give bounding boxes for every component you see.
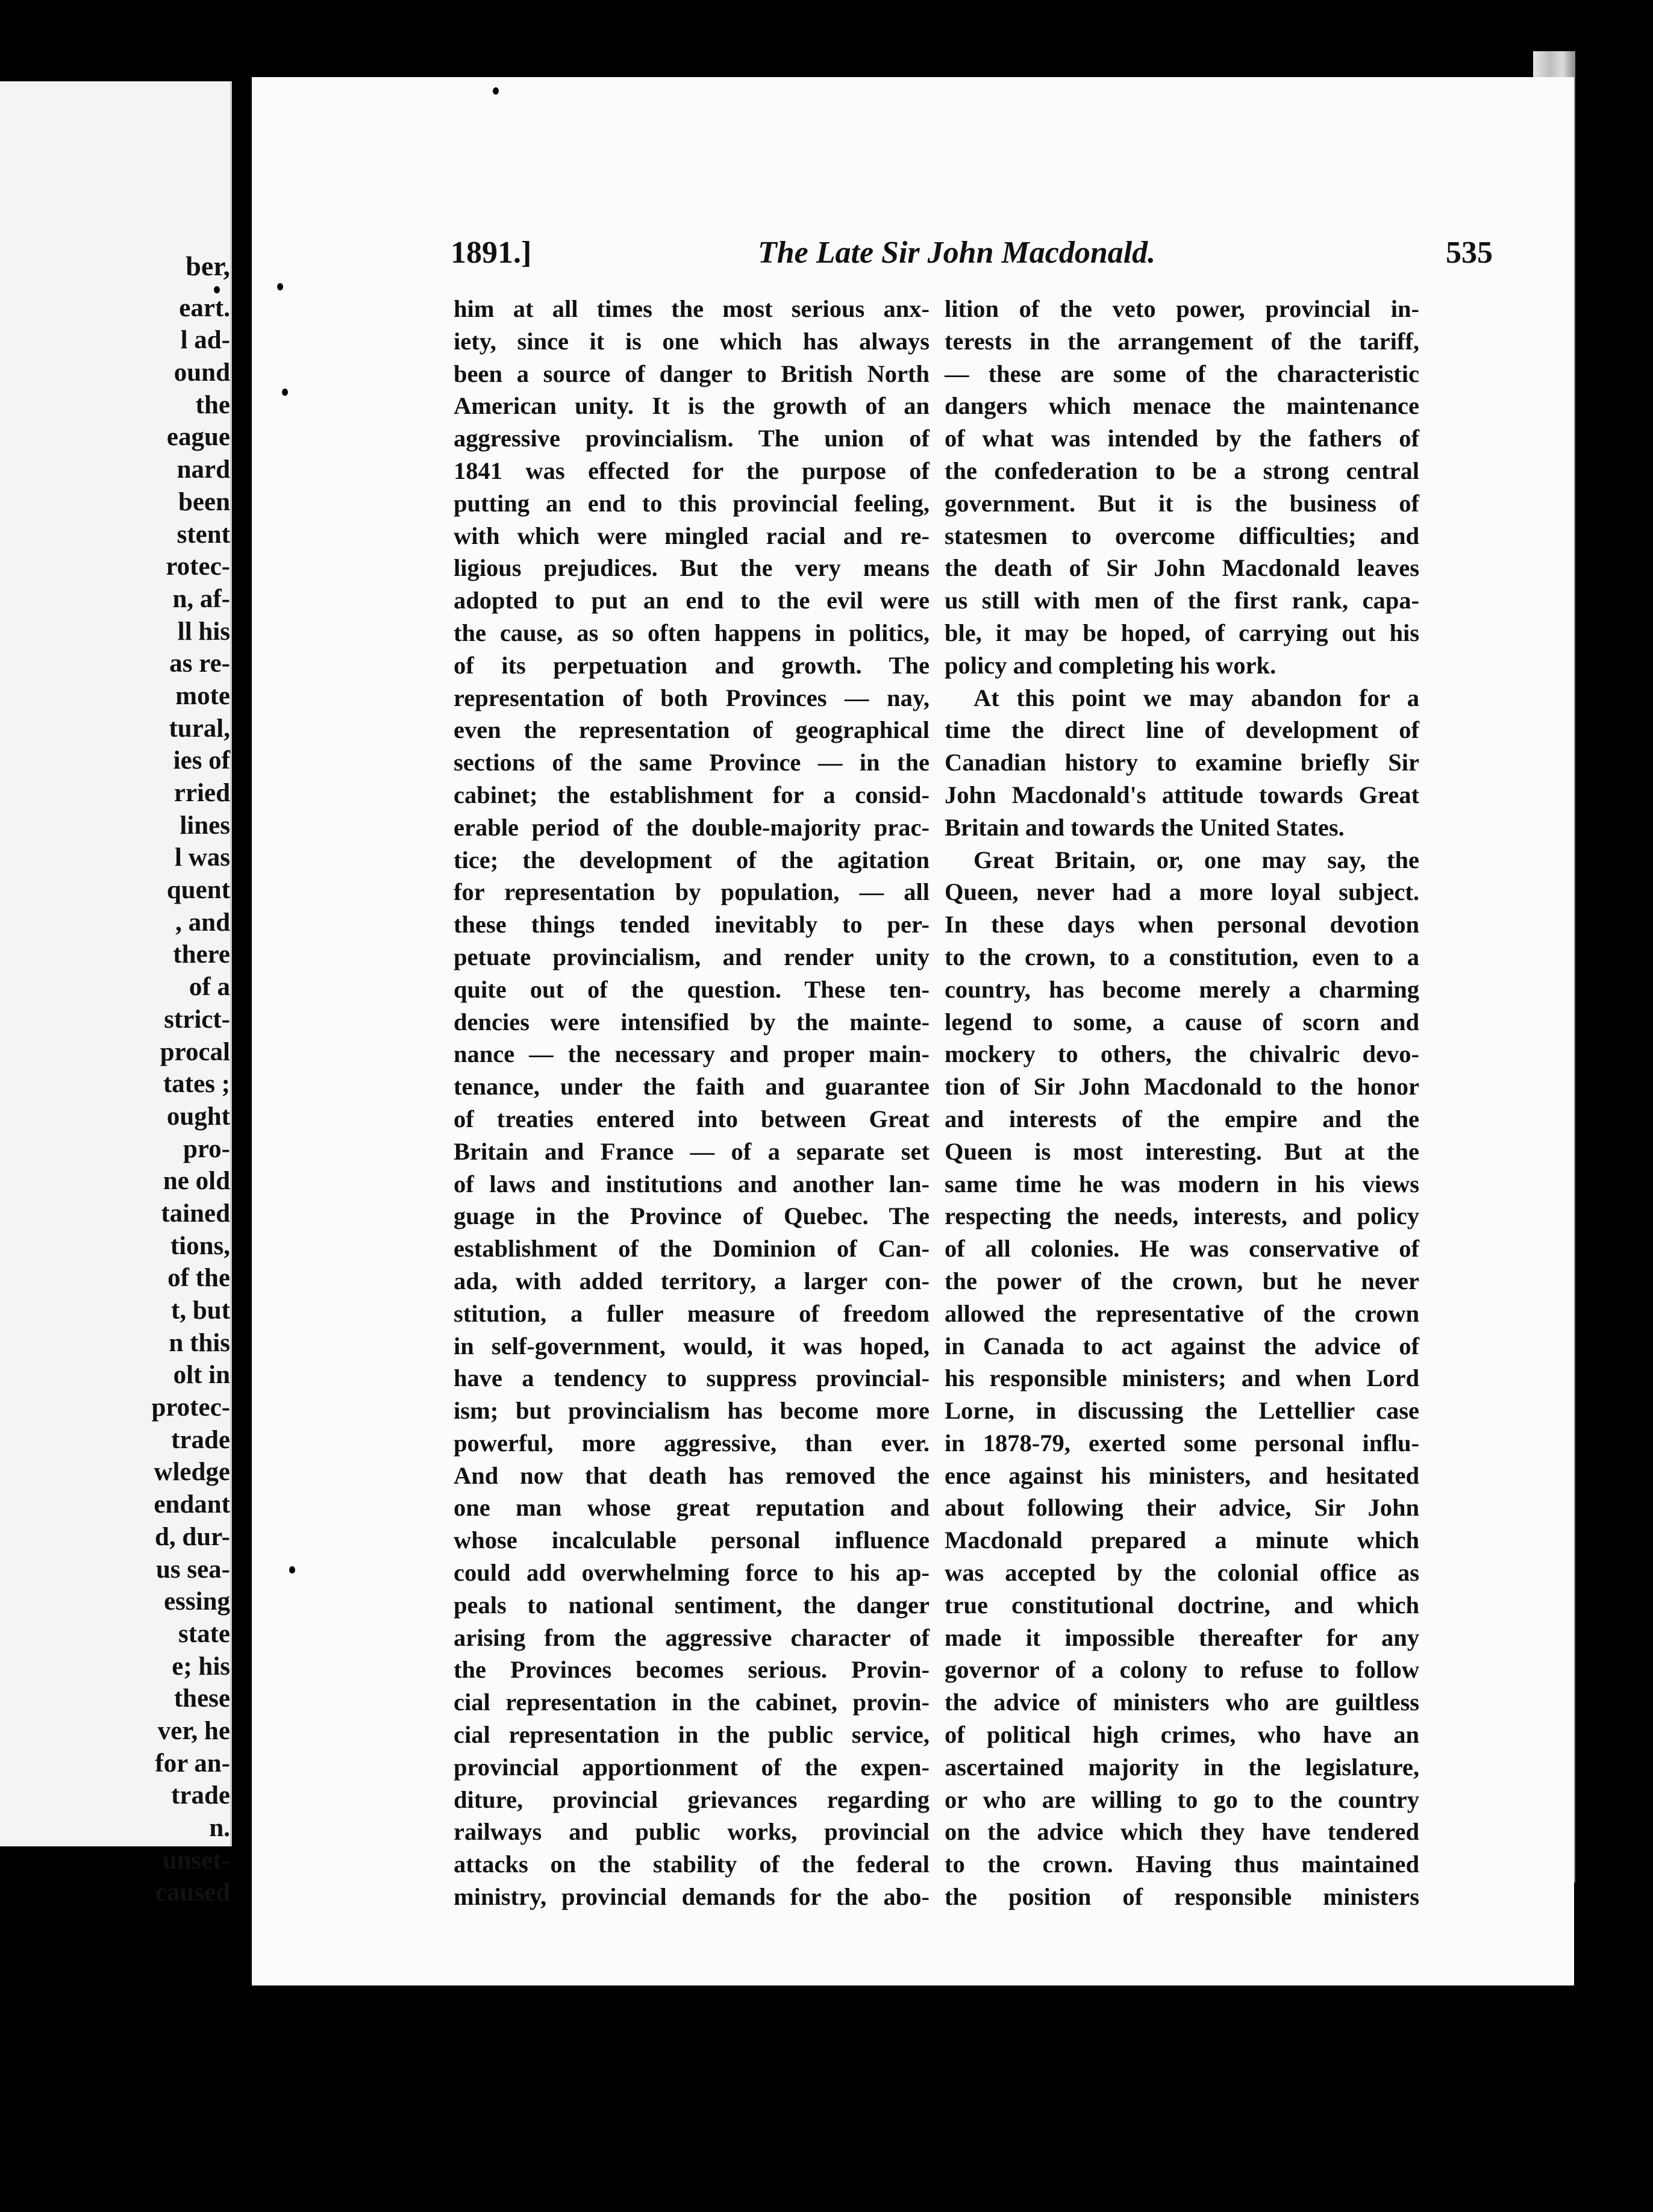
ink-mark (289, 1566, 295, 1573)
text-line: could add overwhelming force to his ap- (454, 1559, 930, 1587)
text-line: in 1878-79, exerted some personal influ- (945, 1429, 1419, 1457)
text-line: powerful, more aggressive, than ever. (454, 1429, 930, 1457)
facing-page-line: of a (189, 973, 230, 1002)
text-line: the position of responsible ministers (945, 1883, 1419, 1911)
text-line: us still with men of the first rank, capa- (945, 587, 1419, 614)
text-line: the confederation to be a strong central (945, 457, 1419, 484)
facing-page-line: tural, (169, 714, 230, 743)
facing-page-line: the (195, 390, 230, 419)
text-line: John Macdonald's attitude towards Great (945, 781, 1419, 808)
facing-page-line: procal (160, 1037, 230, 1066)
ink-mark (493, 87, 499, 95)
text-line: to the crown. Having thus maintained (945, 1851, 1419, 1878)
facing-page-line: protec- (151, 1393, 230, 1422)
text-line: government. But it is the business of (945, 489, 1419, 517)
facing-page-line: olt in (173, 1361, 230, 1390)
text-line: was accepted by the colonial office as (945, 1559, 1419, 1587)
facing-page-line: tions, (170, 1231, 230, 1260)
text-line: adopted to put an end to the evil were (454, 587, 930, 614)
facing-page-line: quent (166, 876, 230, 905)
text-line: on the advice which they have tendered (945, 1818, 1419, 1846)
text-line: cial representation in the cabinet, provin- (454, 1689, 930, 1716)
facing-page-line: for an- (155, 1749, 230, 1778)
text-line: ble, it may be hoped, of carrying out his (945, 619, 1419, 646)
text-line: the cause, as so often happens in politics, (454, 619, 930, 646)
text-line: provincial apportionment of the expen- (454, 1753, 930, 1781)
text-line: the Provinces becomes serious. Provin- (454, 1656, 930, 1684)
text-line: railways and public works, provincial (454, 1818, 930, 1846)
text-line: Queen is most interesting. But at the (945, 1137, 1419, 1165)
text-line: the advice of ministers who are guiltless (945, 1689, 1419, 1716)
text-line: terests in the arrangement of the tariff, (945, 327, 1419, 355)
facing-page-line: stent (177, 520, 230, 549)
facing-page-line: wledge (154, 1458, 230, 1487)
ink-mark (277, 283, 283, 290)
facing-page-line: us sea- (155, 1555, 230, 1584)
text-line: of political high crimes, who have an (945, 1721, 1419, 1749)
text-line: governor of a colony to refuse to follow (945, 1656, 1419, 1684)
text-line: statesmen to overcome difficulties; and (945, 522, 1419, 549)
facing-page-line: of the (167, 1264, 230, 1293)
text-line: time the direct line of development of (945, 716, 1419, 744)
facing-page-line: endant (154, 1490, 230, 1519)
running-head-year: 1891.] (451, 236, 532, 270)
text-line: arising from the aggressive character of (454, 1623, 930, 1651)
facing-page-line: eart. (179, 293, 230, 322)
facing-page-line: eague (166, 423, 230, 452)
text-line: — these are some of the characteristic (945, 360, 1419, 387)
text-line: whose incalculable personal influence (454, 1526, 930, 1554)
text-line: ascertained majority in the legislature, (945, 1753, 1419, 1781)
facing-page-line: these (173, 1684, 230, 1713)
text-line: Queen, never had a more loyal subject. (945, 878, 1419, 906)
text-line: these things tended inevitably to per- (454, 911, 930, 939)
text-line: lition of the veto power, provincial in- (945, 295, 1419, 322)
facing-page-line: essing (164, 1587, 230, 1616)
text-line: mockery to others, the chivalric devo- (945, 1040, 1419, 1068)
text-line: him at all times the most serious anx- (454, 295, 930, 322)
facing-page-line: t, but (171, 1296, 230, 1325)
facing-page-line: caused (155, 1878, 230, 1907)
text-line: cial representation in the public service, (454, 1721, 930, 1749)
text-line: representation of both Provinces — nay, (454, 684, 930, 711)
text-line: American unity. It is the growth of an (454, 392, 930, 420)
text-line: Great Britain, or, one may say, the (973, 846, 1419, 873)
facing-page-line: , and (175, 908, 230, 937)
text-line: of laws and institutions and another lan- (454, 1170, 930, 1198)
facing-page-line: been (178, 487, 230, 516)
text-line: erable period of the double-majority prac- (454, 813, 930, 841)
text-line: his responsible ministers; and when Lord (945, 1364, 1419, 1392)
text-line: dencies were intensified by the mainte- (454, 1008, 930, 1036)
facing-page-line: ies of (173, 746, 230, 775)
facing-page-line: ne old (163, 1167, 230, 1196)
facing-page-line: unset- (162, 1846, 230, 1875)
facing-page-line: tained (161, 1199, 230, 1228)
facing-page-line: n. (209, 1814, 230, 1842)
text-line: even the representation of geographical (454, 716, 930, 744)
text-line: respecting the needs, interests, and policy (945, 1202, 1419, 1230)
text-line: to the crown, to a constitution, even to a (945, 943, 1419, 970)
text-line: policy and completing his work. (945, 651, 1276, 679)
text-line: petuate provincialism, and render unity (454, 943, 930, 970)
text-line: establishment of the Dominion of Can- (454, 1235, 930, 1263)
text-line: country, has become merely a charming (945, 975, 1419, 1003)
text-line: peals to national sentiment, the danger (454, 1591, 930, 1619)
facing-page-line: l ad- (180, 326, 230, 355)
facing-page-line: ound (173, 358, 230, 387)
text-line: or who are willing to go to the country (945, 1786, 1419, 1813)
text-line: putting an end to this provincial feeling, (454, 489, 930, 517)
text-line: tenance, under the faith and guarantee (454, 1073, 930, 1101)
text-line: ligious prejudices. But the very means (454, 554, 930, 582)
text-line: ence against his ministers, and hesitated (945, 1461, 1419, 1489)
text-line: have a tendency to suppress provincial- (454, 1364, 930, 1392)
text-line: attacks on the stability of the federal (454, 1851, 930, 1878)
text-line: true constitutional doctrine, and which (945, 1591, 1419, 1619)
text-line: At this point we may abandon for a (973, 684, 1419, 711)
facing-page-line: as re- (169, 649, 230, 678)
text-line: aggressive provincialism. The union of (454, 425, 930, 452)
facing-page-line: trade (171, 1425, 230, 1454)
text-column-left (454, 293, 930, 1913)
text-line: tion of Sir John Macdonald to the honor (945, 1073, 1419, 1101)
text-line: about following their advice, Sir John (945, 1494, 1419, 1522)
facing-page-line: ll his (177, 617, 230, 646)
text-line: nance — the necessary and proper main- (454, 1040, 930, 1068)
text-line: with which were mingled racial and re- (454, 522, 930, 549)
text-line: guage in the Province of Quebec. The (454, 1202, 930, 1230)
text-line: in Canada to act against the advice of (945, 1332, 1419, 1360)
text-line: the death of Sir John Macdonald leaves (945, 554, 1419, 582)
text-line: the power of the crown, but he never (945, 1267, 1419, 1295)
text-line: stitution, a fuller measure of freedom (454, 1299, 930, 1327)
running-head-title: The Late Sir John Macdonald. (758, 236, 1156, 270)
facing-page-line: lines (180, 811, 230, 840)
text-line: of all colonies. He was conservative of (945, 1235, 1419, 1263)
text-line: dangers which menace the maintenance (945, 392, 1419, 420)
running-head (451, 235, 1493, 283)
text-column-right (945, 293, 1419, 1913)
facing-page-line: tates ; (163, 1070, 230, 1099)
text-line: of its perpetuation and growth. The (454, 651, 930, 679)
text-line: been a source of danger to British North (454, 360, 930, 387)
text-line: same time he was modern in his views (945, 1170, 1419, 1198)
text-line: legend to some, a cause of scorn and (945, 1008, 1419, 1036)
text-line: made it impossible thereafter for any (945, 1623, 1419, 1651)
facing-page-line: n, af- (172, 584, 230, 613)
facing-page-line: rried (173, 779, 230, 807)
text-line: ada, with added territory, a larger con- (454, 1267, 930, 1295)
text-line: of what was intended by the fathers of (945, 425, 1419, 452)
ink-mark (282, 389, 288, 396)
facing-page-line: state (178, 1619, 230, 1648)
text-line: Macdonald prepared a minute which (945, 1526, 1419, 1554)
facing-page-line: d, dur- (154, 1522, 230, 1551)
text-line: sections of the same Province — in the (454, 749, 930, 776)
text-line: Britain and France — of a separate set (454, 1137, 930, 1165)
text-line: iety, since it is one which has always (454, 327, 930, 355)
facing-page-fragment (0, 81, 232, 1907)
facing-page-line: n this (169, 1328, 230, 1357)
facing-page-line: rotec- (166, 552, 230, 581)
text-line: tice; the development of the agitation (454, 846, 930, 873)
text-line: In these days when personal devotion (945, 911, 1419, 939)
facing-page-line: pro- (183, 1134, 230, 1163)
text-line: allowed the representative of the crown (945, 1299, 1419, 1327)
text-line: in self-government, would, it was hoped, (454, 1332, 930, 1360)
text-line: diture, provincial grievances regarding (454, 1786, 930, 1813)
facing-page-line: ber, (186, 251, 230, 281)
text-line: Lorne, in discussing the Lettellier case (945, 1397, 1419, 1425)
text-line: ism; but provincialism has become more (454, 1397, 930, 1425)
text-line: for representation by population, — all (454, 878, 930, 906)
ink-mark (214, 286, 220, 293)
text-line: Canadian history to examine briefly Sir (945, 749, 1419, 776)
page (252, 77, 1574, 1985)
page-number: 535 (1446, 236, 1493, 270)
text-line: 1841 was effected for the purpose of (454, 457, 930, 484)
text-line: of treaties entered into between Great (454, 1105, 930, 1133)
text-line: cabinet; the establishment for a consid- (454, 781, 930, 808)
facing-page-line: nard (177, 455, 230, 484)
facing-page-line: strict- (164, 1005, 230, 1034)
text-line: ministry, provincial demands for the abo- (454, 1883, 930, 1911)
facing-page-line: trade (171, 1781, 230, 1810)
facing-page-line: ver, he (157, 1716, 230, 1745)
facing-page-line: there (173, 940, 230, 969)
facing-page-line: l was (175, 843, 230, 872)
facing-page-line: ought (166, 1102, 230, 1131)
text-line: and interests of the empire and the (945, 1105, 1419, 1133)
facing-page-text (0, 250, 230, 1909)
text-line: quite out of the question. These ten- (454, 975, 930, 1003)
text-line: one man whose great reputation and (454, 1494, 930, 1522)
text-line: And now that death has removed the (454, 1461, 930, 1489)
facing-page-line: e; his (172, 1652, 230, 1681)
facing-page-line: mote (175, 681, 230, 710)
text-line: Britain and towards the United States. (945, 813, 1345, 841)
